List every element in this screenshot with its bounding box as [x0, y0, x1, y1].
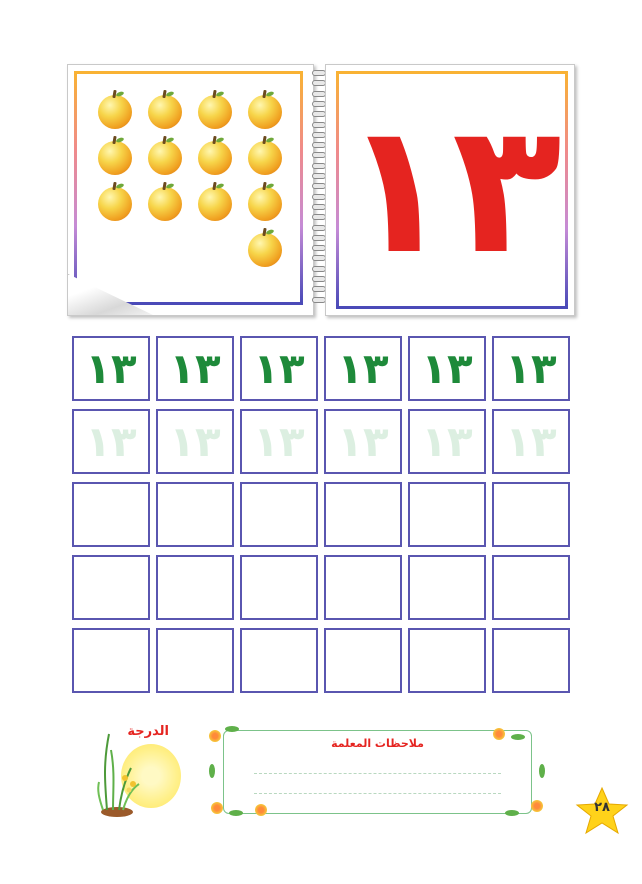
- tracing-number-cell[interactable]: ١٣: [156, 409, 234, 474]
- blank-writing-cell[interactable]: [492, 482, 570, 547]
- apple-icon: [148, 141, 182, 175]
- writing-practice-grid: [72, 336, 570, 694]
- teacher-notes-box: [205, 724, 550, 820]
- leaf-icon: [511, 734, 525, 740]
- blank-writing-cell[interactable]: [408, 482, 486, 547]
- tracing-number-cell[interactable]: ١٣: [324, 409, 402, 474]
- spiral-ring: [312, 297, 326, 303]
- flower-icon: [531, 800, 543, 812]
- apples-page: [67, 64, 314, 316]
- apple-icon: [248, 141, 282, 175]
- model-number-cell: ١٣: [72, 336, 150, 401]
- blank-writing-cell[interactable]: [72, 555, 150, 620]
- spiral-ring: [312, 122, 326, 128]
- blank-writing-cell[interactable]: [492, 628, 570, 693]
- apple-icon: [98, 187, 132, 221]
- model-number-cell: ١٣: [156, 336, 234, 401]
- spiral-ring: [312, 173, 326, 179]
- spiral-ring: [312, 245, 326, 251]
- notes-frame: [223, 730, 532, 814]
- blank-writing-cell[interactable]: [72, 482, 150, 547]
- page-number-star: [574, 786, 630, 836]
- spiral-ring: [312, 70, 326, 76]
- leaf-icon: [229, 810, 243, 816]
- spiral-ring: [312, 225, 326, 231]
- flower-icon: [255, 804, 267, 816]
- leaf-icon: [209, 764, 215, 778]
- blank-writing-cell[interactable]: [324, 482, 402, 547]
- apple-icon: [148, 187, 182, 221]
- note-line: [254, 773, 501, 774]
- blank-writing-cell[interactable]: [72, 628, 150, 693]
- spiral-ring: [312, 101, 326, 107]
- model-number-cell: ١٣: [492, 336, 570, 401]
- blank-writing-cell[interactable]: [408, 555, 486, 620]
- blank-writing-cell[interactable]: [240, 628, 318, 693]
- blank-writing-cell[interactable]: [240, 482, 318, 547]
- big-number: ١٣: [342, 85, 562, 294]
- flower-icon: [211, 802, 223, 814]
- leaf-icon: [539, 764, 545, 778]
- apple-icon: [148, 95, 182, 129]
- blank-writing-cell[interactable]: [492, 555, 570, 620]
- spiral-ring: [312, 132, 326, 138]
- apple-icon: [198, 187, 232, 221]
- apple-icon: [198, 141, 232, 175]
- spiral-ring: [312, 214, 326, 220]
- grade-box: [95, 724, 187, 820]
- spiral-ring: [312, 163, 326, 169]
- spiral-ring: [312, 183, 326, 189]
- apple-icon: [248, 95, 282, 129]
- apple-icon: [248, 233, 282, 267]
- number-flashcard: [67, 64, 574, 314]
- note-line: [254, 793, 501, 794]
- tracing-number-cell[interactable]: ١٣: [72, 409, 150, 474]
- spiral-ring: [312, 204, 326, 210]
- blank-writing-cell[interactable]: [408, 628, 486, 693]
- spiral-ring: [312, 235, 326, 241]
- blank-writing-cell[interactable]: [324, 555, 402, 620]
- tracing-number-cell[interactable]: ١٣: [492, 409, 570, 474]
- blank-writing-cell[interactable]: [156, 482, 234, 547]
- apple-icon: [98, 95, 132, 129]
- apple-icon: [198, 95, 232, 129]
- leaf-icon: [225, 726, 239, 732]
- model-number-cell: ١٣: [408, 336, 486, 401]
- grade-title: الدرجة: [127, 724, 169, 739]
- spiral-ring: [312, 152, 326, 158]
- blank-writing-cell[interactable]: [324, 628, 402, 693]
- spiral-ring: [312, 80, 326, 86]
- model-number-cell: ١٣: [324, 336, 402, 401]
- spiral-binding: [312, 70, 326, 308]
- spiral-ring: [312, 266, 326, 272]
- number-page: [325, 64, 575, 316]
- model-number-cell: ١٣: [240, 336, 318, 401]
- blank-writing-cell[interactable]: [156, 628, 234, 693]
- tracing-number-cell[interactable]: ١٣: [240, 409, 318, 474]
- leaf-icon: [505, 810, 519, 816]
- spiral-ring: [312, 286, 326, 292]
- apple-icon: [98, 141, 132, 175]
- spiral-ring: [312, 91, 326, 97]
- page-number: ٢٨: [594, 800, 610, 815]
- spiral-ring: [312, 255, 326, 261]
- blank-writing-cell[interactable]: [156, 555, 234, 620]
- apple-icon: [248, 187, 282, 221]
- spiral-ring: [312, 111, 326, 117]
- flower-icon: [209, 730, 221, 742]
- blank-writing-cell[interactable]: [240, 555, 318, 620]
- spiral-ring: [312, 276, 326, 282]
- flower-icon: [493, 728, 505, 740]
- spiral-ring: [312, 194, 326, 200]
- tracing-number-cell[interactable]: ١٣: [408, 409, 486, 474]
- spiral-ring: [312, 142, 326, 148]
- notes-title: ملاحظات المعلمة: [331, 737, 424, 750]
